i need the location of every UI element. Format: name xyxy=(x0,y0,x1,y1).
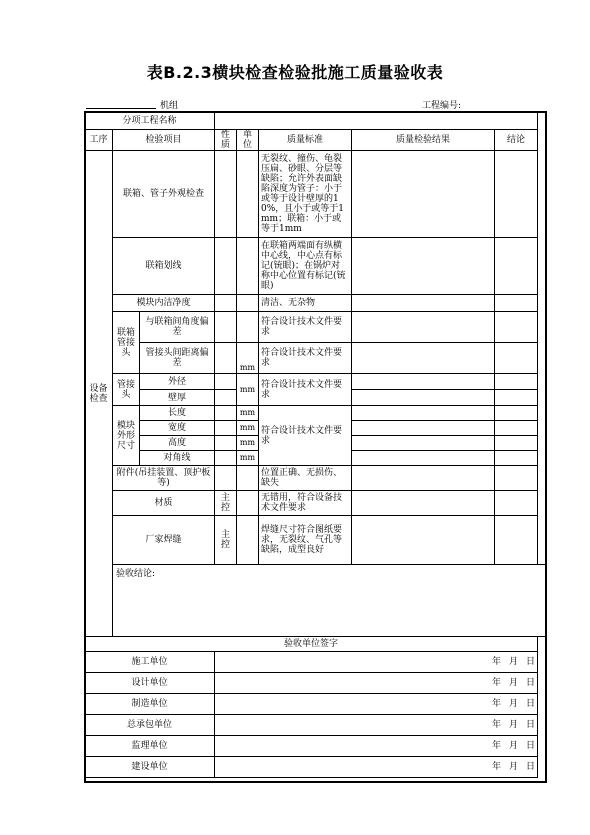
header-process: 工序 xyxy=(85,130,113,151)
header-standard: 质量标准 xyxy=(259,130,352,151)
standard-cell: 焊缝尺寸符合图纸要求，无裂纹、气孔等缺陷，成型良好 xyxy=(259,516,352,565)
header-unit: 单位 xyxy=(237,130,259,151)
unit-cell: mm xyxy=(237,343,259,374)
standard-cell: 符合设计技术文件要求 xyxy=(259,406,352,466)
header-conclusion: 结论 xyxy=(495,130,538,151)
sign-date-cell[interactable]: 年 月 日 xyxy=(215,694,538,715)
form-title: 表B.2.3横块检查检验批施工质量验收表 xyxy=(146,63,444,82)
group-header-cell: 联箱管接头 xyxy=(113,312,140,374)
standard-cell: 符合设计技术文件要求 xyxy=(259,374,352,406)
unit-underline xyxy=(86,108,156,109)
project-no-label: 工程编号: xyxy=(422,101,462,111)
header-nature: 性质 xyxy=(215,130,237,151)
standard-cell: 符合设计技术文件要求 xyxy=(259,312,352,343)
sign-unit-label: 制造单位 xyxy=(85,694,215,715)
item-cell: 外径 xyxy=(140,374,215,390)
item-cell: 管接头间距离偏差 xyxy=(140,343,215,374)
item-cell: 对角线 xyxy=(140,451,215,466)
unit-cell: mm xyxy=(237,436,259,451)
item-cell: 联箱划线 xyxy=(113,238,215,295)
unit-cell: mm xyxy=(237,374,259,406)
unit-label: 机组 xyxy=(160,101,179,111)
item-cell: 高度 xyxy=(140,436,215,451)
standard-cell: 无错用，符合设备技术文件要求 xyxy=(259,491,352,516)
unit-cell: mm xyxy=(237,406,259,421)
item-cell: 宽度 xyxy=(140,421,215,436)
item-cell: 附件(吊挂装置、顶护板等) xyxy=(113,466,215,491)
process-cell: 设备检查 xyxy=(85,151,113,637)
sign-date-cell[interactable]: 年 月 日 xyxy=(215,652,538,673)
sign-date-cell[interactable]: 年 月 日 xyxy=(215,673,538,694)
sign-unit-label: 设计单位 xyxy=(85,673,215,694)
sign-unit-label: 总承包单位 xyxy=(85,715,215,736)
item-cell: 联箱、管子外观检查 xyxy=(113,151,215,238)
standard-cell: 无裂纹、撞伤、龟裂压扁、砂眼、分层等缺陷；允许外表面缺陷深度为管子：小于或等于设计壁厚的10%，且小于或等于1mm；联箱：小于或等于1mm xyxy=(259,151,352,238)
acceptance-conclusion[interactable]: 验收结论: xyxy=(113,565,547,637)
sign-unit-label: 建设单位 xyxy=(85,757,215,778)
nature-cell: 主控 xyxy=(215,491,237,516)
standard-cell: 位置正确、无损伤、缺失 xyxy=(259,466,352,491)
item-cell: 材质 xyxy=(113,491,215,516)
table-outer-border xyxy=(84,111,547,783)
group-header-cell: 模块外形尺寸 xyxy=(113,406,140,466)
standard-cell: 在联箱两端面有纵横中心线，中心点有标记(铳眼)；在锅炉对称中心位置有标记(铳眼) xyxy=(259,238,352,295)
unit-cell: mm xyxy=(237,421,259,436)
sign-date-cell[interactable]: 年 月 日 xyxy=(215,757,538,778)
standard-cell: 符合设计技术文件要求 xyxy=(259,343,352,374)
item-cell: 厂家焊缝 xyxy=(113,516,215,565)
unit-cell: mm xyxy=(237,451,259,466)
standard-cell: 清洁、无杂物 xyxy=(259,295,352,312)
header-item: 检验项目 xyxy=(113,130,215,151)
group-header-cell: 管接头 xyxy=(113,374,140,406)
nature-cell: 主控 xyxy=(215,516,237,565)
sign-unit-label: 监理单位 xyxy=(85,736,215,757)
item-cell: 长度 xyxy=(140,406,215,421)
subproject-label: 分项工程名称 xyxy=(85,112,215,130)
item-cell: 与联箱间角度偏差 xyxy=(140,312,215,343)
item-cell: 模块内洁净度 xyxy=(113,295,215,312)
sign-date-cell[interactable]: 年 月 日 xyxy=(215,736,538,757)
sign-date-cell[interactable]: 年 月 日 xyxy=(215,715,538,736)
header-result: 质量检验结果 xyxy=(352,130,495,151)
sign-section-title: 验收单位签字 xyxy=(85,637,538,652)
sign-unit-label: 施工单位 xyxy=(85,652,215,673)
item-cell: 壁厚 xyxy=(140,390,215,406)
